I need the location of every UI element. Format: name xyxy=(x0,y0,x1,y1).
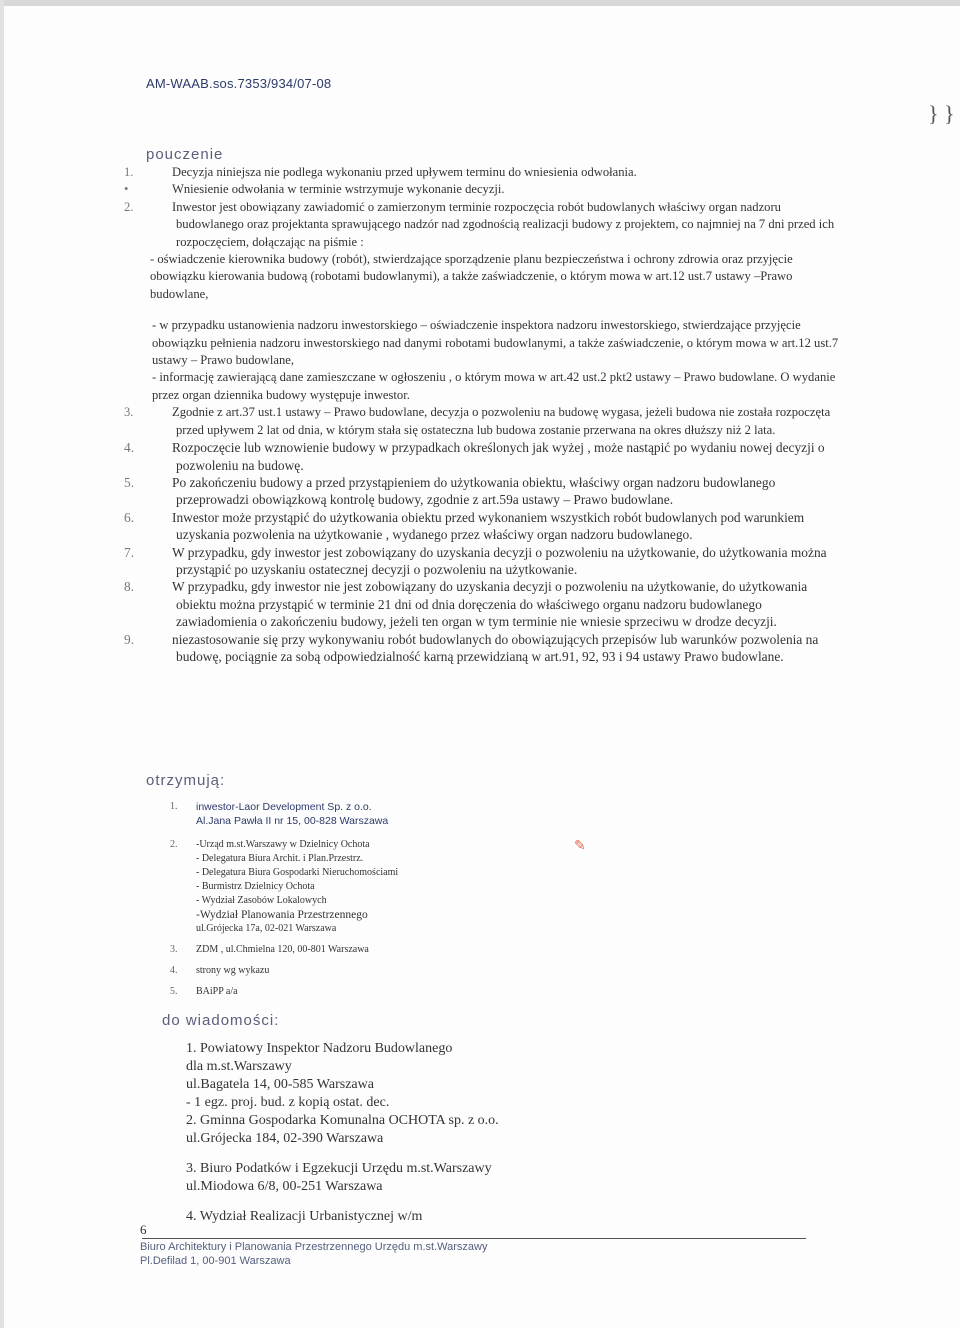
page-number: 6 xyxy=(140,1222,147,1237)
pouczenie-item: 1. Decyzja niniejsza nie podlega wykonaniu przed upływem terminu do wniesienia odwołania. xyxy=(124,165,637,179)
pouczenie-subitem: - informację zawierającą dane zamieszczane w ogłoszeniu , o którym mowa w art.42 ust.2 pkt2 ustawy – Prawo budowlane. O wydanie przez organ dziennika budowy występuje inwestor. xyxy=(152,370,836,402)
recipient-item: 3. ZDM , ul.Chmielna 120, 00-801 Warszawa xyxy=(170,944,369,955)
margin-handwritten-mark: } } xyxy=(928,101,955,126)
copy-line: - 1 egz. proj. bud. z kopią ostat. dec. xyxy=(186,1095,390,1110)
pouczenie-item: 4. Rozpoczęcie lub wznowienie budowy w przypadkach określonych jak wyżej , może nastąpić po wydaniu nowej decyzji o pozwoleniu na budowę. xyxy=(124,440,825,473)
pouczenie-body xyxy=(124,164,840,665)
scan-edge-top xyxy=(0,0,960,6)
copy-line: 3. Biuro Podatków i Egzekucji Urzędu m.st.Warszawy xyxy=(186,1161,492,1176)
pouczenie-item: • Wniesienie odwołania w terminie wstrzymuje wykonanie decyzji. xyxy=(124,182,505,197)
copy-line: 4. Wydział Realizacji Urbanistycznej w/m xyxy=(186,1209,423,1224)
pouczenie-subitem: - oświadczenie kierownika budowy (robót), stwierdzające sporządzenie planu bezpieczeństwa i ochrony zdrowia oraz przyjęcie obowiązku kierowania budową (robotami budowlanymi), a także zaświadczenie, o którym mowa w art.12 ust.7 ustawy –Prawo budowlane, xyxy=(150,252,793,301)
recipient-item: 2. -Urząd m.st.Warszawy w Dzielnicy Ochota - Delegatura Biura Archit. i Plan.Przestrz. - Delegatura Biura Gospodarki Nieruchomościami - Burmistrz Dzielnicy Ochota - Wydział Zasobów Lokalowych -Wydział Planowania Przestrzennego ul.Grójecka 17a, 02-021 Warszawa xyxy=(170,839,399,934)
pouczenie-item: 7. W przypadku, gdy inwestor jest zobowiązany do uzyskania decyzji o pozwoleniu na użytkowanie, do użytkowania można przystąpić po uzyskaniu ostatecznej decyzji o pozwoleniu na użytkowanie. xyxy=(124,544,827,577)
pouczenie-item: 8. W przypadku, gdy inwestor nie jest zobowiązany do uzyskania decyzji o pozwoleniu na użytkowanie, do użytkowania obiektu można przystąpić w terminie 21 dni od dnia doręczenia do właściwego organu nadzoru budowlanego zawiadomienia o zakończeniu budowy, jeżeli ten organ w tym terminie nie wniesie sprzeciwu w drodze decyzji. xyxy=(124,579,808,630)
copy-line: 1. Powiatowy Inspektor Nadzoru Budowlanego xyxy=(186,1041,453,1056)
copy-line: dla m.st.Warszawy xyxy=(186,1059,292,1074)
recipient-item: 4. strony wg wykazu xyxy=(170,965,270,976)
footer-address: Pl.Defilad 1, 00-901 Warszawa xyxy=(140,1255,291,1267)
recipients-list xyxy=(170,800,398,1006)
footer-rule xyxy=(142,1238,806,1239)
do-wiadomosci-heading: do wiadomości: xyxy=(162,1012,280,1029)
document-reference: AM-WAAB.sos.7353/934/07-08 xyxy=(146,76,332,91)
copy-spacer xyxy=(186,1196,499,1208)
pouczenie-item: 2. Inwestor jest obowiązany zawiadomić o zamierzonym terminie rozpoczęcia robót budowlanych właściwy organ nadzoru budowlanego oraz projektanta sprawującego nadzór nad zgodnością realizacji budowy z projektem, co najmniej na 7 dni przed ich rozpoczęciem, dołączając na piśmie : xyxy=(124,199,835,249)
footer-office: Biuro Architektury i Planowania Przestrzennego Urzędu m.st.Warszawy xyxy=(140,1241,488,1253)
pouczenie-item: 9. niezastosowanie się przy wykonywaniu robót budowlanych do obowiązujących przepisów lub warunków pozwolenia na budowę, pociągnie za sobą odpowiedzialność karną przewidzianą w art.91, 92, 93 i 94 ustawy Prawo budowlane. xyxy=(124,631,819,664)
copy-line: ul.Grójecka 184, 02-390 Warszawa xyxy=(186,1131,384,1146)
copy-line: ul.Bagatela 14, 00-585 Warszawa xyxy=(186,1077,374,1092)
copies-list xyxy=(186,1040,499,1226)
copy-spacer xyxy=(186,1148,499,1160)
red-pen-mark: ✎ xyxy=(574,839,586,854)
recipient-item: 5. BAiPP a/a xyxy=(170,986,238,997)
pouczenie-subitem: - w przypadku ustanowienia nadzoru inwestorskiego – oświadczenie inspektora nadzoru inwestorskiego, stwierdzające przyjęcie obowiązku pełnienia nadzoru inwestorskiego nad danymi robotami budowlanymi, a także zaświadczenie, o którym mowa w art.12 ust.7 ustawy – Prawo budowlane, xyxy=(152,318,839,368)
pouczenie-item: 5. Po zakończeniu budowy a przed przystąpieniem do użytkowania obiektu, właściwy organ nadzoru budowlanego przeprowadzi obowiązkową kontrolę budowy, zgodnie z art.59a ustawy – Prawo budowlane. xyxy=(124,474,776,508)
footer xyxy=(140,1240,487,1268)
pouczenie-heading: pouczenie xyxy=(146,146,224,163)
copy-line: 2. Gminna Gospodarka Komunalna OCHOTA sp. z o.o. xyxy=(186,1113,499,1128)
otrzymuja-heading: otrzymują: xyxy=(146,772,226,789)
recipient-item: 1. inwestor-Laor Development Sp. z o.o. Al.Jana Pawła II nr 15, 00-828 Warszawa xyxy=(170,801,389,827)
copy-line: ul.Miodowa 6/8, 00-251 Warszawa xyxy=(186,1179,383,1194)
scan-edge-left xyxy=(0,0,4,1328)
pouczenie-item: 6. Inwestor może przystąpić do użytkowania obiektu przed wykonaniem wszystkich robót budowlanych pod warunkiem uzyskania pozwolenia na użytkowanie , wydanego przez właściwy organ nadzoru budowlanego. xyxy=(124,509,805,543)
pouczenie-item: 3. Zgodnie z art.37 ust.1 ustawy – Prawo budowlane, decyzja o pozwoleniu na budowę wygasa, jeżeli budowa nie została rozpoczęta przed upływem 2 lat od dnia, w którym stała się ostateczna lub budowa zostanie przerwana na okres dłuższy niż 2 lata. xyxy=(124,405,831,437)
